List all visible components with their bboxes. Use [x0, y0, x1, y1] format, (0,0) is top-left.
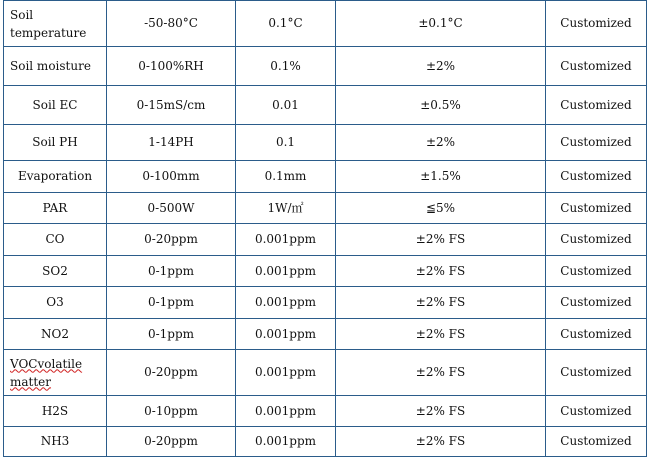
- param-name-cell: CO: [4, 224, 107, 256]
- range-cell: 0-20ppm: [107, 350, 236, 396]
- accuracy-cell: ±2% FS: [336, 350, 546, 396]
- range-cell: 0-20ppm: [107, 427, 236, 457]
- param-name-cell: SO2: [4, 256, 107, 287]
- resolution-cell: 0.001ppm: [236, 256, 336, 287]
- range-cell: 1-14PH: [107, 125, 236, 161]
- mode-cell: Customized: [546, 319, 647, 350]
- resolution-cell: 0.1°C: [236, 1, 336, 47]
- table-row: [4, 193, 647, 224]
- accuracy-cell: ≦5%: [336, 193, 546, 224]
- accuracy-cell: ±2% FS: [336, 319, 546, 350]
- accuracy-cell: ±2%: [336, 47, 546, 86]
- mode-cell: Customized: [546, 86, 647, 125]
- accuracy-cell: ±0.5%: [336, 86, 546, 125]
- table-row: [4, 287, 647, 319]
- table-row: [4, 224, 647, 256]
- resolution-cell: 0.001ppm: [236, 350, 336, 396]
- table-row: [4, 47, 647, 86]
- range-cell: 0-1ppm: [107, 287, 236, 319]
- range-cell: 0-20ppm: [107, 224, 236, 256]
- accuracy-cell: ±2% FS: [336, 224, 546, 256]
- resolution-cell: 0.001ppm: [236, 396, 336, 427]
- range-cell: -50-80°C: [107, 1, 236, 47]
- resolution-cell: 0.1: [236, 125, 336, 161]
- param-name-text: VOCvolatile matter: [10, 356, 83, 389]
- range-cell: 0-15mS/cm: [107, 86, 236, 125]
- mode-cell: Customized: [546, 287, 647, 319]
- range-cell: 0-500W: [107, 193, 236, 224]
- accuracy-cell: ±2% FS: [336, 427, 546, 457]
- mode-cell: Customized: [546, 224, 647, 256]
- range-cell: 0-100mm: [107, 161, 236, 193]
- range-cell: 0-100%RH: [107, 47, 236, 86]
- table-row: [4, 256, 647, 287]
- resolution-cell: 0.001ppm: [236, 319, 336, 350]
- param-name-cell: Soil EC: [4, 86, 107, 125]
- mode-cell: Customized: [546, 1, 647, 47]
- table-row: [4, 125, 647, 161]
- param-name-cell: NH3: [4, 427, 107, 457]
- param-name-cell: Soil temperature: [4, 1, 107, 47]
- param-name-cell: H2S: [4, 396, 107, 427]
- sensor-spec-table: [3, 0, 647, 457]
- param-name-cell: O3: [4, 287, 107, 319]
- param-name-cell: [4, 350, 107, 396]
- param-name-cell: NO2: [4, 319, 107, 350]
- mode-cell: Customized: [546, 396, 647, 427]
- resolution-cell: 0.01: [236, 86, 336, 125]
- resolution-cell: 0.001ppm: [236, 224, 336, 256]
- resolution-cell: 1W/㎡: [236, 193, 336, 224]
- accuracy-cell: ±2%: [336, 125, 546, 161]
- accuracy-cell: ±0.1°C: [336, 1, 546, 47]
- range-cell: 0-1ppm: [107, 319, 236, 350]
- param-name-cell: Evaporation: [4, 161, 107, 193]
- table-row: [4, 1, 647, 47]
- range-cell: 0-10ppm: [107, 396, 236, 427]
- table-row: [4, 319, 647, 350]
- table-row: [4, 396, 647, 427]
- sensor-spec-table-body: [4, 1, 647, 457]
- mode-cell: Customized: [546, 161, 647, 193]
- accuracy-cell: ±2% FS: [336, 256, 546, 287]
- mode-cell: Customized: [546, 350, 647, 396]
- param-name-cell: Soil moisture: [4, 47, 107, 86]
- accuracy-cell: ±2% FS: [336, 396, 546, 427]
- resolution-cell: 0.1%: [236, 47, 336, 86]
- table-row: [4, 86, 647, 125]
- accuracy-cell: ±1.5%: [336, 161, 546, 193]
- param-name-cell: PAR: [4, 193, 107, 224]
- mode-cell: Customized: [546, 47, 647, 86]
- range-cell: 0-1ppm: [107, 256, 236, 287]
- resolution-cell: 0.1mm: [236, 161, 336, 193]
- mode-cell: Customized: [546, 256, 647, 287]
- mode-cell: Customized: [546, 125, 647, 161]
- mode-cell: Customized: [546, 193, 647, 224]
- mode-cell: Customized: [546, 427, 647, 457]
- table-row: [4, 350, 647, 396]
- param-name-cell: Soil PH: [4, 125, 107, 161]
- table-row: [4, 427, 647, 457]
- resolution-cell: 0.001ppm: [236, 427, 336, 457]
- resolution-cell: 0.001ppm: [236, 287, 336, 319]
- table-row: [4, 161, 647, 193]
- accuracy-cell: ±2% FS: [336, 287, 546, 319]
